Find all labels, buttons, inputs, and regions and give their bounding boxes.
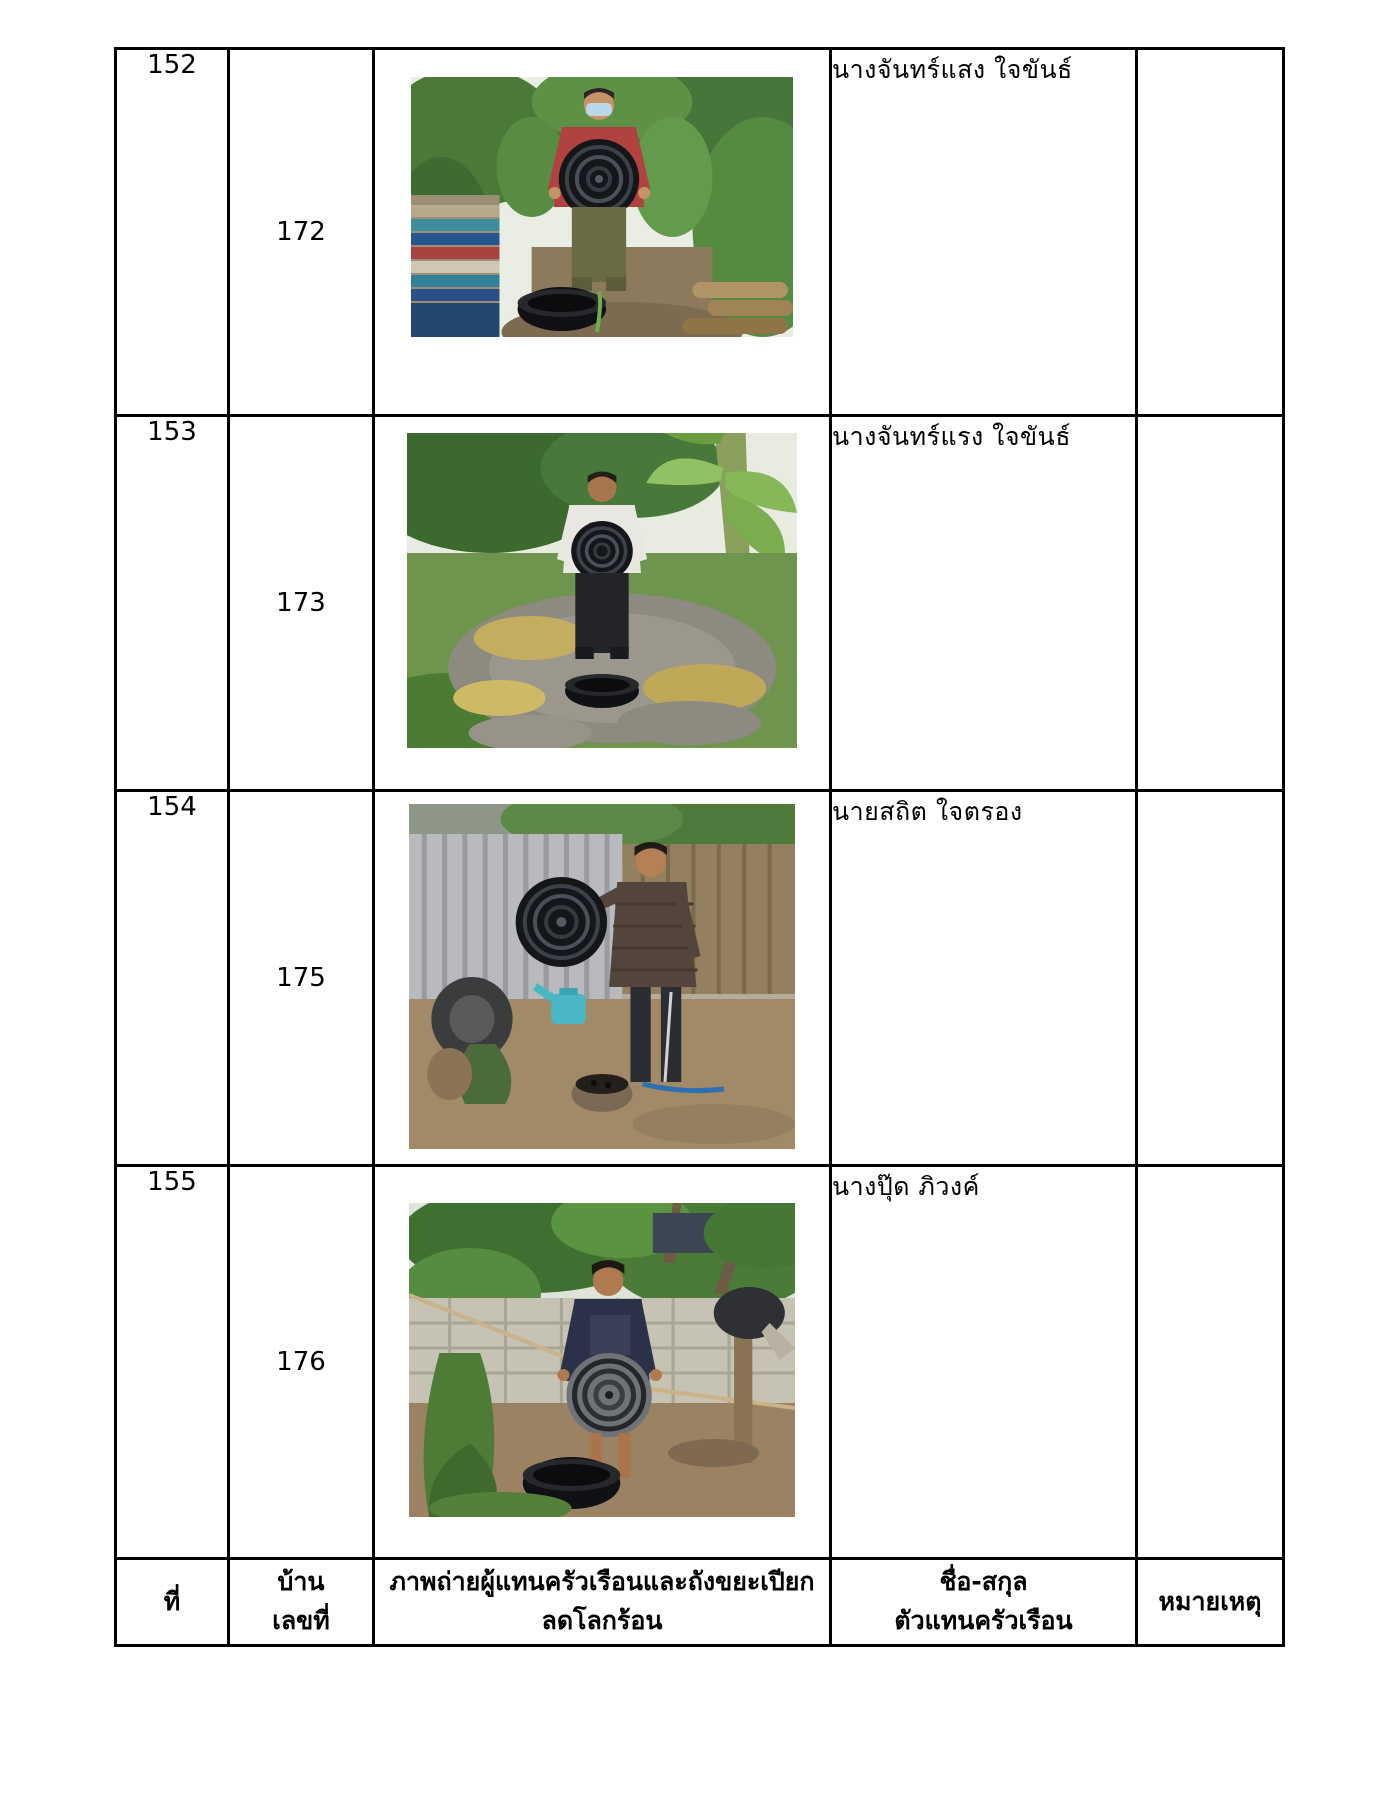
row-number: 152 [116, 49, 229, 416]
household-photo [409, 1203, 795, 1517]
house-number: 176 [229, 1166, 374, 1559]
header-name-line1: ชื่อ-สกุล [939, 1567, 1028, 1597]
header-photo [374, 1559, 831, 1646]
household-photo [409, 804, 795, 1149]
header-photo-line1: ภาพถ่ายผู้แทนครัวเรือนและถังขยะเปียก [389, 1567, 815, 1597]
resident-name: นางปุ๊ด ภิวงค์ [831, 1166, 1137, 1559]
house-number: 175 [229, 791, 374, 1166]
header-photo-line2: ลดโลกร้อน [541, 1606, 663, 1635]
header-remark [1137, 1559, 1284, 1646]
resident-name: นายสถิต ใจตรอง [831, 791, 1137, 1166]
row-number: 153 [116, 416, 229, 791]
header-name-line2: ตัวแทนครัวเรือน [894, 1606, 1073, 1635]
header-no [116, 1559, 229, 1646]
household-photo [411, 77, 793, 337]
photo-cell [374, 49, 831, 416]
table-row [116, 49, 1284, 416]
house-number: 173 [229, 416, 374, 791]
remark-cell [1137, 49, 1284, 416]
photo-cell [374, 791, 831, 1166]
header-remark-label: หมายเหตุ [1158, 1586, 1262, 1616]
photo-illustration [409, 1203, 795, 1517]
header-name [831, 1559, 1137, 1646]
header-no-label: ที่ [163, 1586, 181, 1616]
table-row [116, 416, 1284, 791]
table-row [116, 1166, 1284, 1559]
remark-cell [1137, 416, 1284, 791]
remark-cell [1137, 791, 1284, 1166]
household-table [114, 47, 1285, 1647]
header-house-line2: เลขที่ [272, 1606, 330, 1635]
header-house [229, 1559, 374, 1646]
remark-cell [1137, 1166, 1284, 1559]
table-row [116, 791, 1284, 1166]
header-house-line1: บ้าน [277, 1567, 325, 1597]
row-number: 155 [116, 1166, 229, 1559]
photo-cell [374, 1166, 831, 1559]
photo-illustration [411, 77, 793, 337]
photo-illustration [407, 433, 797, 748]
photo-illustration [409, 804, 795, 1149]
household-photo [407, 433, 797, 748]
photo-cell [374, 416, 831, 791]
row-number: 154 [116, 791, 229, 1166]
house-number: 172 [229, 49, 374, 416]
resident-name: นางจันทร์แรง ใจขันธ์ [831, 416, 1137, 791]
table-header-row [116, 1559, 1284, 1646]
resident-name: นางจันทร์แสง ใจขันธ์ [831, 49, 1137, 416]
